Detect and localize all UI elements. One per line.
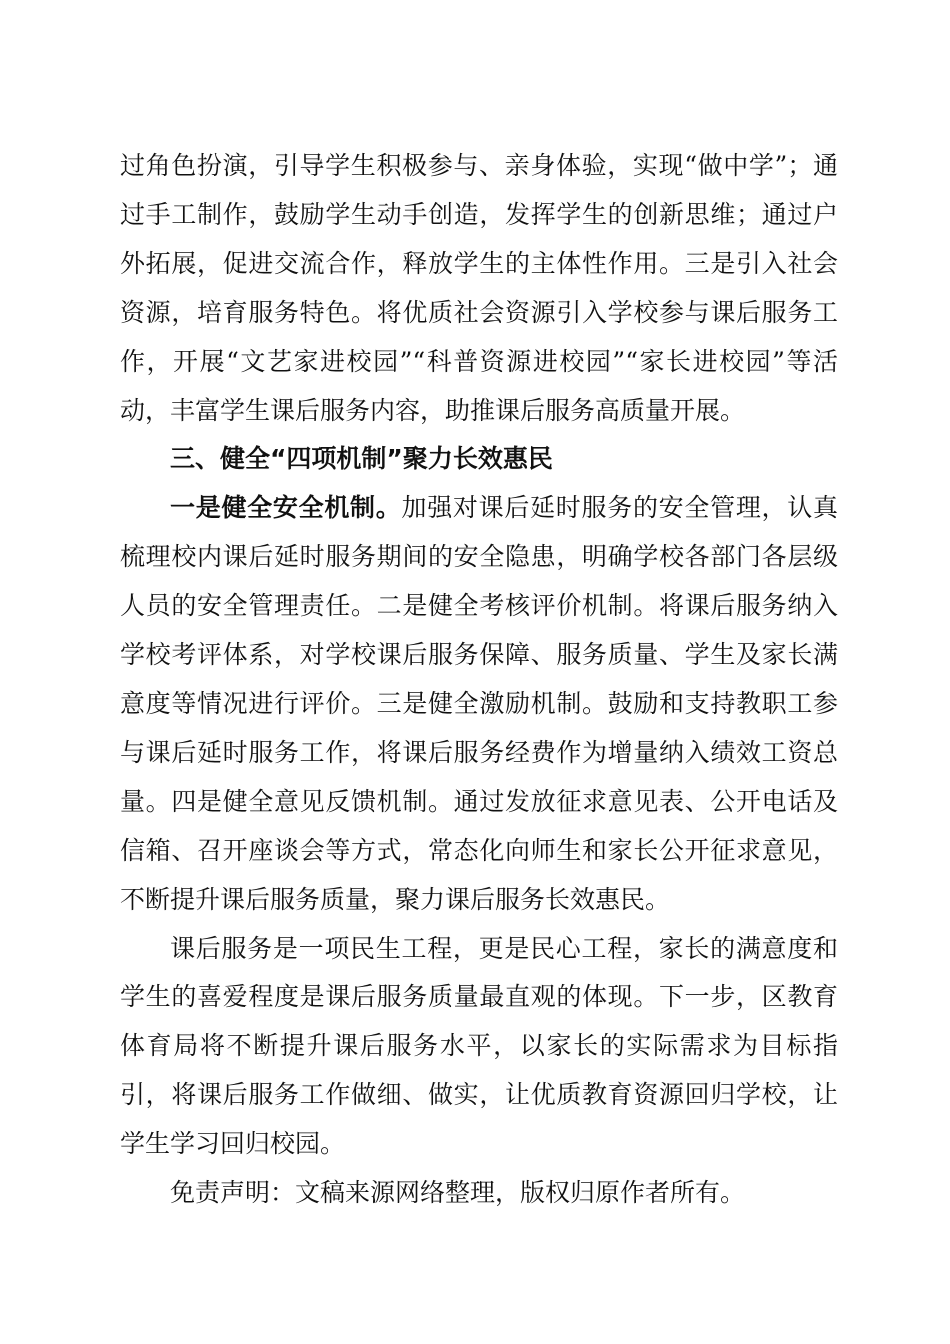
mechanisms-lead: 一是健全安全机制。 — [170, 493, 402, 523]
paragraph-mechanisms — [120, 484, 838, 924]
paragraph-conclusion: 课后服务是一项民生工程，更是民心工程，家长的满意度和学生的喜爱程度是课后服务质量最直观的体现。下一步，区教育体育局将不断提升课后服务水平，以家长的实际需求为目标指引，将课后服务工作做细、做实，让优质教育资源回归学校，让学生学习回归校园。 — [120, 933, 838, 1159]
section-heading: 三、健全“四项机制”聚力长效惠民 — [170, 444, 553, 474]
disclaimer: 免责声明：文稿来源网络整理，版权归原作者所有。 — [170, 1178, 746, 1208]
paragraph-continuation: 过角色扮演，引导学生积极参与、亲身体验，实现“做中学”；通过手工制作，鼓励学生动手创造，发挥学生的创新思维；通过户外拓展，促进交流合作，释放学生的主体性作用。三是引入社会资源，培育服务特色。将优质社会资源引入学校参与课后服务工作，开展“文艺家进校园”“科普资源进校园”“家长进校园”等活动，丰富学生课后服务内容，助推课后服务高质量开展。 — [120, 151, 838, 425]
document-page — [120, 142, 838, 1218]
mechanisms-body: 加强对课后延时服务的安全管理，认真梳理校内课后延时服务期间的安全隐患，明确学校各部门各层级人员的安全管理责任。二是健全考核评价机制。将课后服务纳入学校考评体系，对学校课后服务保障、服务质量、学生及家长满意度等情况进行评价。三是健全激励机制。鼓励和支持教职工参与课后延时服务工作，将课后服务经费作为增量纳入绩效工资总量。四是健全意见反馈机制。通过发放征求意见表、公开电话及信箱、召开座谈会等方式，常态化向师生和家长公开征求意见，不断提升课后服务质量，聚力课后服务长效惠民。 — [120, 493, 838, 914]
